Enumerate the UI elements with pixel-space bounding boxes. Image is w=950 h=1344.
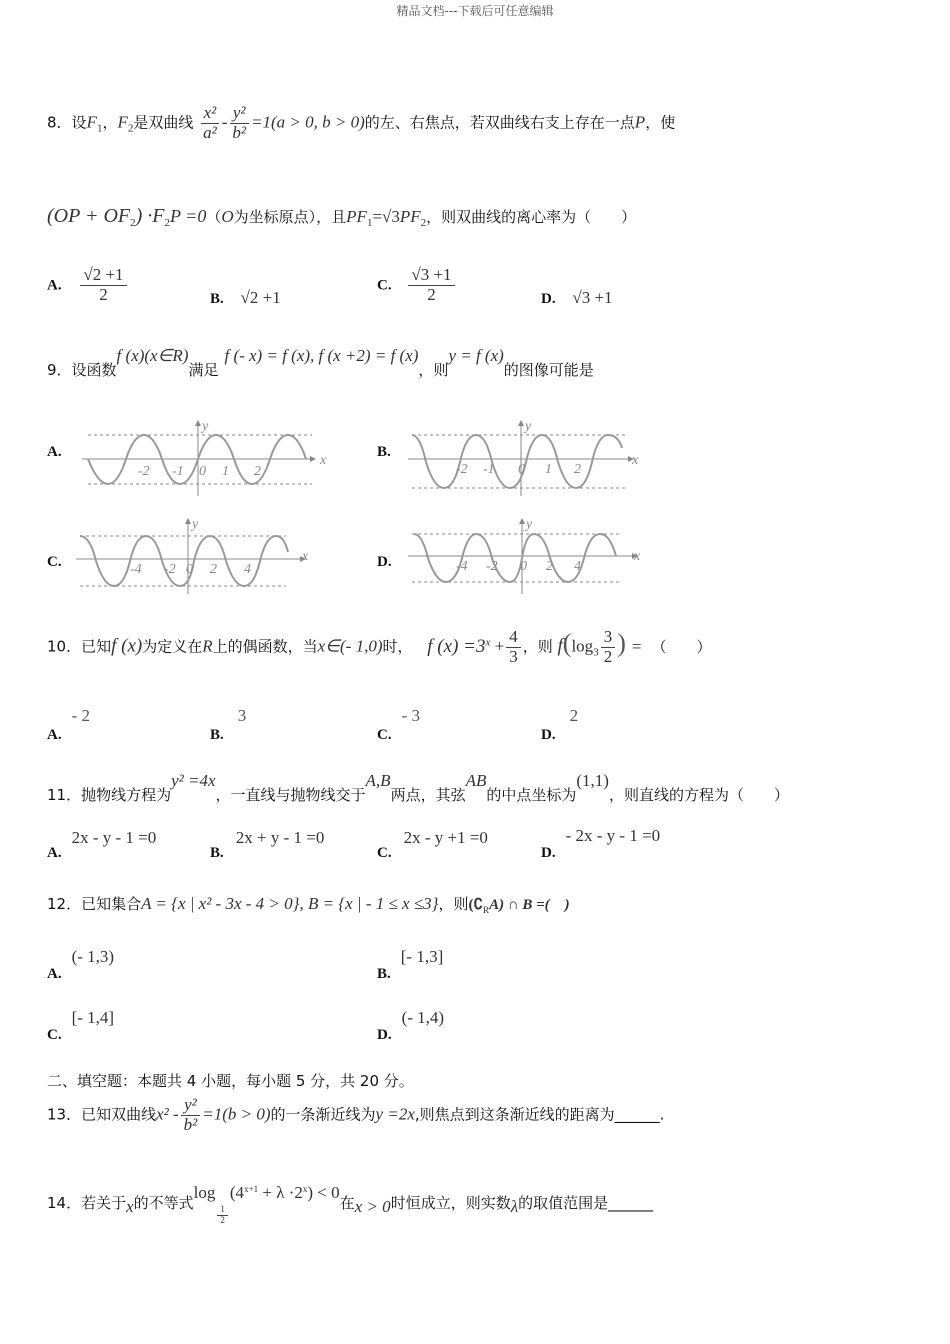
question-8-option-c[interactable]: [377, 266, 457, 304]
graph-b-y-label: y: [525, 419, 532, 434]
question-12-option-a[interactable]: [47, 947, 115, 982]
vector-expr-3: P =0: [170, 206, 207, 226]
q11-text-3: 的中点坐标为: [486, 786, 577, 804]
graph-d-x-label: x: [634, 549, 641, 564]
q12-sets: A = {x | x² - 3x - 4 > 0}, B = {x | - 1 ≤ x ≤3}: [141, 894, 439, 913]
option-letter: D.: [541, 291, 556, 307]
graph-b-y-arrow: [518, 420, 524, 426]
question-11-option-d[interactable]: [541, 826, 661, 861]
option-letter: C.: [377, 727, 392, 743]
option-expr: [- 1,4]: [71, 1008, 115, 1027]
q11-text-2: 两点，其弦: [390, 786, 466, 804]
option-expr: 2x + y - 1 =0: [235, 828, 325, 847]
graph-d-y-label: y: [526, 517, 533, 532]
graph-d-tick: 0: [520, 559, 527, 574]
focus-f1-sub: 1: [96, 122, 103, 135]
option-expr: [- 1,3]: [400, 947, 444, 966]
q14-ineq-3: ) < 0: [307, 1183, 340, 1202]
focus-f2: F: [117, 112, 128, 132]
q10-fraction: $\frac{4}{3}$: [506, 628, 521, 666]
graph-b-tick: 1: [545, 462, 552, 477]
q8-paren-open: （: [206, 208, 222, 226]
graph-c-tick: -4: [130, 562, 142, 577]
q10-r: R: [202, 636, 213, 656]
q14-log: log: [193, 1183, 216, 1202]
graph-c-curve: [80, 536, 288, 586]
option-letter: C.: [47, 1027, 62, 1043]
question-9-option-b-letter[interactable]: B.: [377, 444, 391, 460]
q10-paren: （ ）: [651, 637, 712, 656]
origin-o: O: [221, 207, 234, 226]
question-12-option-d[interactable]: [377, 1008, 445, 1043]
graph-c-y-label: y: [192, 517, 199, 532]
question-10-number: 10．已知: [47, 637, 112, 656]
graph-b[interactable]: [408, 418, 648, 498]
option-letter: B.: [377, 966, 391, 982]
question-8-line-1: [47, 104, 675, 142]
hyperbola-condition: =1(a > 0, b > 0): [251, 112, 365, 132]
pf-equals: =: [372, 207, 383, 226]
option-expr: - 2: [71, 706, 91, 725]
option-d-expr: √3 +1: [572, 288, 613, 307]
q9-text-2: ，则: [418, 361, 449, 379]
option-expr: (- 1,3): [71, 947, 115, 966]
option-letter: B.: [210, 291, 224, 307]
question-12-option-b[interactable]: [377, 947, 444, 982]
question-10-option-b[interactable]: [210, 706, 247, 743]
q13-text-2: ,则焦点到这条渐近线的距离为______.: [414, 1105, 665, 1124]
q10-eq: =: [631, 636, 642, 656]
question-11-line: [47, 770, 789, 804]
option-expr: 3: [237, 706, 247, 725]
q14-text-3: 时恒成立，则实数: [390, 1194, 511, 1212]
question-9-option-d-letter[interactable]: D.: [377, 554, 392, 570]
q14-text-2: 在: [339, 1194, 355, 1212]
q14-text-1: 的不等式: [133, 1194, 194, 1212]
hyperbola-fraction-y: $\frac{\text{y²}}{\text{b²}}$: [229, 104, 249, 142]
section-2-heading: 二、填空题：本题共 4 小题，每小题 5 分，共 20 分。: [47, 1072, 414, 1090]
q8-minus: -: [221, 112, 228, 132]
q10-text-3: 时，: [382, 637, 413, 656]
q14-lambda: λ: [510, 1197, 519, 1216]
graph-a-x-label: x: [320, 453, 327, 468]
question-12-number: 12．已知集合: [47, 895, 142, 913]
q14-text-4: 的取值范围是______: [518, 1194, 654, 1212]
option-c-fraction: $\frac{√3 +1}{2}$: [408, 266, 454, 304]
graph-c[interactable]: [76, 516, 316, 596]
graph-d-curve: [414, 534, 616, 582]
q9-function: f (x)(x∈R): [116, 346, 189, 365]
graph-d-tick: -2: [486, 559, 498, 574]
q9-text-3: 的图像可能是: [503, 361, 594, 379]
q14-sup-2: x: [302, 1184, 308, 1194]
pf1: PF: [346, 207, 367, 226]
graph-d[interactable]: [408, 516, 648, 596]
question-10-option-c[interactable]: [377, 706, 421, 743]
graph-c-tick: 0: [186, 562, 193, 577]
vector-sub-1: 2: [130, 217, 136, 229]
q10-text-2: 上的偶函数，当: [212, 637, 318, 656]
graph-c-tick: 2: [210, 562, 217, 577]
question-14-line: [47, 1182, 653, 1226]
question-8-option-b[interactable]: [210, 288, 281, 308]
q13-text-1: 的一条渐近线为: [270, 1105, 376, 1124]
q9-text-1: 满足: [188, 361, 219, 379]
q11-text-4: ，则直线的方程为（ ）: [608, 786, 789, 804]
question-10-option-a[interactable]: [47, 706, 91, 743]
q11-ab-chord: AB: [465, 771, 487, 790]
q10-text-4: ，则: [522, 637, 553, 656]
graph-b-tick: 2: [574, 462, 581, 477]
graph-a-y-arrow: [195, 420, 201, 426]
graph-a-tick: 1: [222, 464, 229, 479]
q11-midpoint: (1,1): [576, 771, 609, 790]
q14-ineq-2: + λ ·2: [258, 1183, 303, 1202]
option-expr: 2x - y +1 =0: [403, 828, 488, 847]
option-expr: - 2x - y - 1 =0: [565, 826, 661, 845]
q12-expr-sub: R: [483, 905, 490, 915]
option-a-fraction: $\frac{√2 +1}{2}$: [80, 266, 126, 304]
graph-a-tick: 2: [254, 464, 261, 479]
option-expr: 2x - y - 1 =0: [71, 828, 157, 847]
option-letter: D.: [377, 1027, 392, 1043]
question-11-option-c[interactable]: [377, 828, 488, 861]
q10-f-log: f: [557, 635, 563, 657]
q9-y: y = f (x): [448, 346, 504, 365]
option-letter: A.: [47, 966, 62, 982]
question-12-option-c[interactable]: [47, 1008, 115, 1043]
focus-f2-sub: 2: [127, 122, 134, 135]
graph-c-y-arrow: [185, 518, 191, 524]
q12-text-1: ，则: [438, 895, 469, 913]
question-8-number: 8．设: [47, 113, 87, 132]
q13-x2: x² -: [156, 1104, 179, 1124]
graph-a-y-label: y: [202, 419, 209, 434]
focus-f1: F: [86, 112, 97, 132]
q8-line2-end: ，则双曲线的离心率为（ ）: [426, 208, 637, 226]
option-letter: D.: [541, 727, 556, 743]
q10-log-sub: 3: [593, 646, 599, 659]
q10-log: log: [571, 636, 594, 656]
q14-sup-1: x+1: [244, 1184, 259, 1194]
q10-fx-sup: x: [485, 636, 491, 649]
graph-c-tick: -2: [164, 562, 176, 577]
q11-ab: A,B: [365, 771, 391, 790]
q11-equation: y² =4x: [171, 771, 216, 790]
q10-plus: +: [490, 636, 505, 656]
question-14-number: 14．若关于: [47, 1194, 127, 1212]
question-11-number: 11．抛物线方程为: [47, 786, 172, 804]
option-letter: B.: [210, 845, 224, 861]
option-letter: B.: [210, 727, 224, 743]
graph-d-tick: 4: [574, 559, 581, 574]
option-letter: D.: [541, 845, 556, 861]
q13-eq-tail: =1(b > 0): [202, 1104, 271, 1124]
option-letter: A.: [47, 727, 62, 743]
question-9-line: [47, 345, 594, 379]
question-8-option-d[interactable]: [541, 288, 613, 308]
option-letter: C.: [377, 845, 392, 861]
question-9-number: 9．设函数: [47, 361, 117, 379]
graph-b-tick: 0: [518, 462, 525, 477]
graph-a-tick: -1: [172, 464, 184, 479]
q13-asymptote: y =2x: [375, 1104, 415, 1124]
graph-c-tick: 4: [244, 562, 251, 577]
q8-text-1: 是双曲线: [133, 113, 194, 132]
question-9-option-c-letter[interactable]: C.: [47, 554, 62, 570]
graph-a-tick: -2: [138, 464, 150, 479]
option-expr: - 3: [401, 706, 421, 725]
q10-function: f (x): [111, 635, 143, 657]
q8-line2-text: 为坐标原点），且: [233, 208, 347, 226]
question-13-number: 13．已知双曲线: [47, 1105, 157, 1124]
graph-a-x-arrow: [310, 456, 316, 462]
graph-a[interactable]: [82, 418, 327, 498]
q8-text-2: 的左、右焦点，若双曲线右支上存在一点: [364, 113, 635, 132]
graph-c-x-label: x: [302, 549, 309, 564]
q10-log-fraction: $\frac{3}{2}$: [601, 628, 616, 666]
q8-text-3: ，使: [645, 113, 676, 132]
option-b-expr: √2 +1: [240, 288, 281, 307]
q10-text-1: 为定义在: [142, 637, 203, 656]
graph-b-tick: -1: [483, 462, 495, 477]
pf2: PF: [399, 207, 421, 226]
option-letter: A.: [47, 845, 62, 861]
q14-condition: x > 0: [354, 1197, 391, 1216]
q14-ineq: (4: [229, 1183, 245, 1202]
question-11-option-a[interactable]: [47, 828, 157, 861]
graph-b-x-label: x: [632, 453, 639, 468]
point-p: P: [634, 112, 646, 132]
q10-fx: f (x) =3: [427, 635, 486, 657]
q12-expr: (∁: [468, 897, 484, 913]
question-11-option-b[interactable]: [210, 828, 325, 861]
q11-text-1: ，一直线与抛物线交于: [215, 786, 366, 804]
q8-comma: ，: [102, 113, 118, 132]
vector-sub-2: 2: [164, 217, 171, 229]
q12-expr-2: A) ∩ B =( ): [489, 897, 570, 913]
question-10-line: 10．已知f (x)为定义在R上的偶函数，当x∈(- 1,0)时， f $(x) =3^x$ + $\frac{4}{3}$ ，则 $f(\log_3$ $\frac{3}{2}$ ) = （ ）: [47, 627, 712, 666]
graph-a-tick: 0: [199, 464, 206, 479]
option-letter: A.: [47, 277, 62, 294]
sqrt-3: √3: [382, 207, 400, 226]
graph-d-tick: -4: [456, 559, 468, 574]
question-9-option-a-letter[interactable]: A.: [47, 444, 62, 460]
question-12-line: [47, 893, 570, 915]
q13-fraction: $\frac{\text{y²}}{\text{b²}}$: [181, 1096, 201, 1134]
graph-b-tick: -2: [456, 462, 468, 477]
question-10-option-d[interactable]: [541, 706, 579, 743]
q10-interval: x∈(- 1,0): [317, 636, 383, 656]
vector-expr-2: ) ·F: [135, 205, 165, 227]
option-expr: (- 1,4): [401, 1008, 445, 1027]
pf1-sub: 1: [366, 217, 373, 229]
hyperbola-fraction-x: $\frac{\text{x²}}{\text{a²}}$: [200, 104, 220, 142]
q14-x: x: [126, 1197, 134, 1216]
q14-log-base: $\frac{1}{2}$: [217, 1205, 228, 1226]
graph-b-curve: [412, 435, 622, 488]
option-expr: 2: [569, 706, 579, 725]
question-8-line-2: [47, 205, 636, 229]
graph-d-tick: 2: [546, 559, 553, 574]
question-8-option-a[interactable]: [47, 266, 129, 304]
page-header: 精品文档---下载后可任意编辑: [396, 4, 554, 18]
question-13-line: [47, 1096, 664, 1134]
option-letter: C.: [377, 277, 392, 294]
graph-d-y-arrow: [519, 518, 525, 524]
vector-expr-1: (OP + OF: [47, 205, 131, 227]
pf2-sub: 2: [420, 217, 427, 229]
q9-condition: f (- x) = f (x), f (x +2) = f (x): [224, 346, 419, 365]
